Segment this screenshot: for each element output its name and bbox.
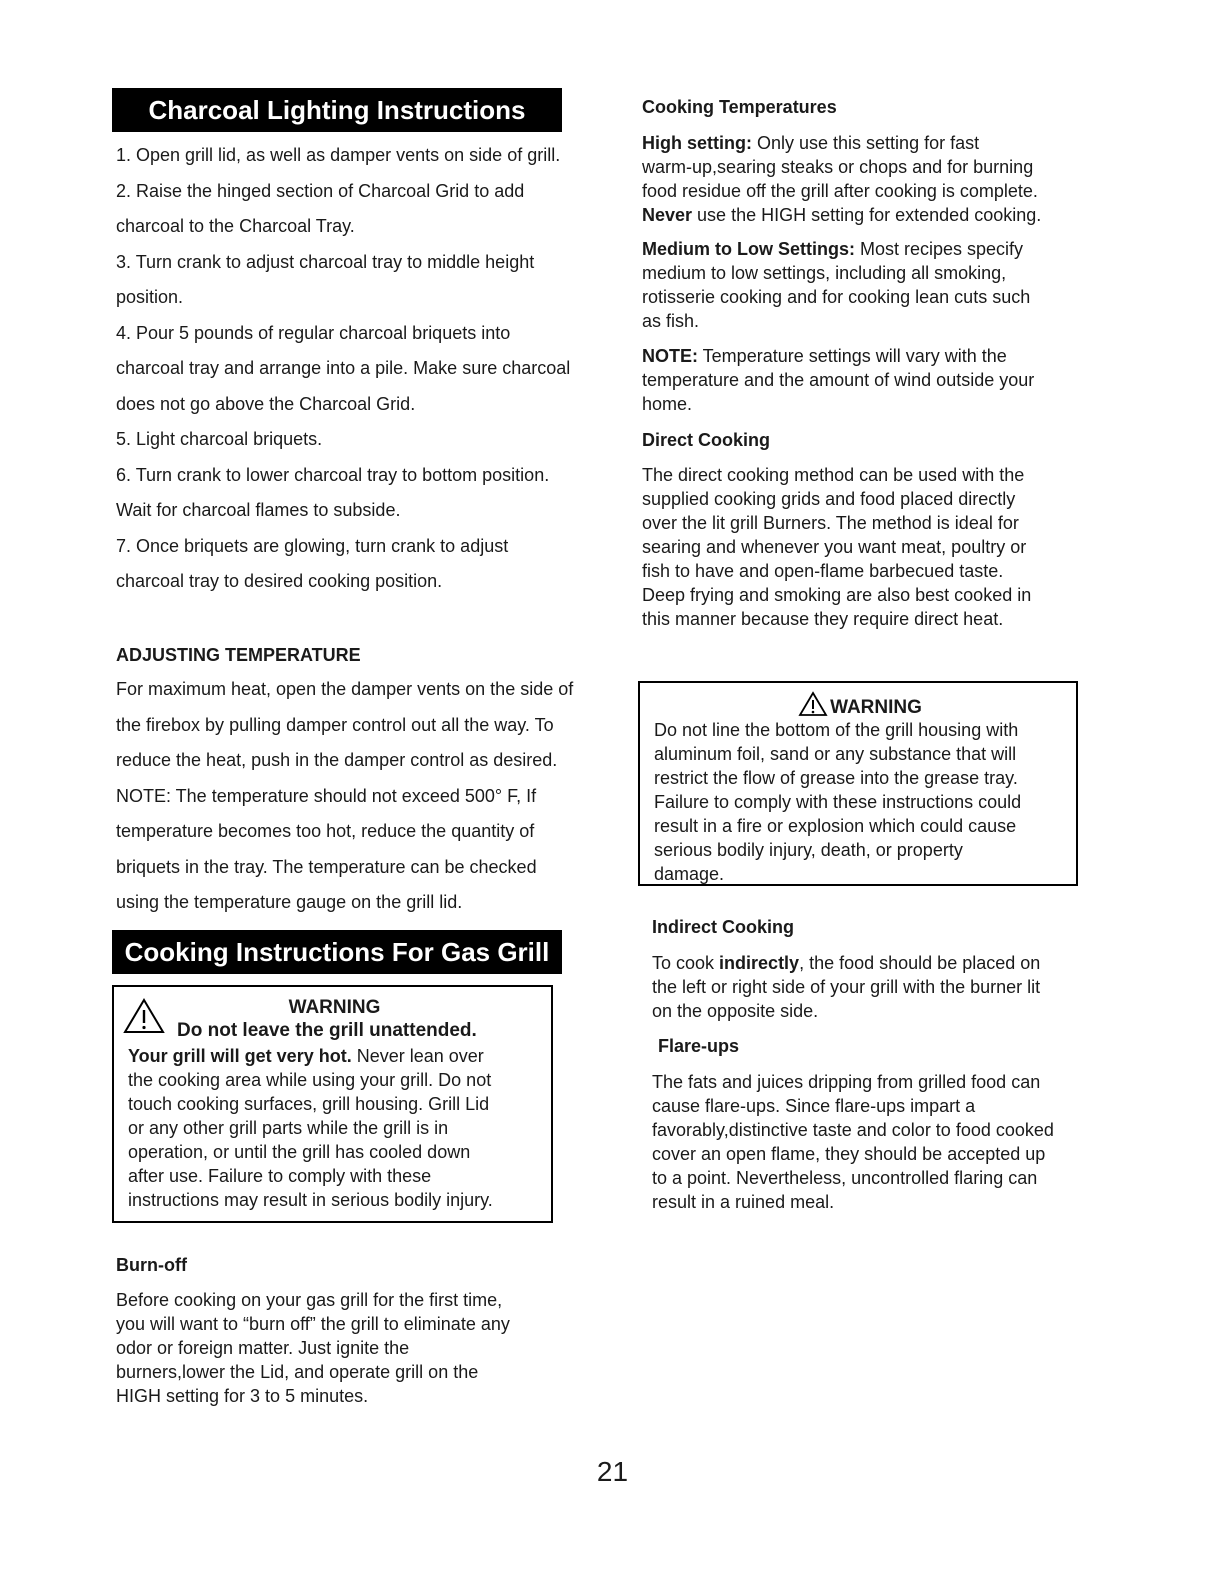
paragraph-line: favorably,distinctive taste and color to food cooked	[652, 1120, 1054, 1140]
paragraph-line: aluminum foil, sand or any substance that will	[654, 744, 1017, 764]
paragraph-line: HIGH setting for 3 to 5 minutes.	[116, 1386, 369, 1406]
direct-cooking-text	[642, 463, 1102, 631]
indirect-cooking-heading: Indirect Cooking	[652, 917, 795, 937]
paragraph-line: Failure to comply with these instructions could	[654, 792, 1022, 812]
paragraph-line: on the opposite side.	[652, 1001, 819, 1021]
paragraph-line: restrict the flow of grease into the grease tray.	[654, 768, 1018, 788]
paragraph-line: after use. Failure to comply with these	[128, 1166, 432, 1186]
cooking-temperatures-heading: Cooking Temperatures	[642, 97, 837, 117]
paragraph-line: medium to low settings, including all smoking,	[642, 263, 1007, 283]
paragraph-line: The fats and juices dripping from grilled food can	[652, 1072, 1041, 1092]
warning-bold-lead: Your grill will get very hot.	[128, 1046, 352, 1066]
medium-low-first-line	[642, 237, 1102, 261]
paragraph-line: result in a ruined meal.	[652, 1192, 835, 1212]
note-label: NOTE:	[642, 346, 698, 366]
grease-warning-title: WARNING	[830, 697, 922, 718]
paragraph-line: Do not line the bottom of the grill housing with	[654, 720, 1019, 740]
paragraph-line: the cooking area while using your grill. Do not	[128, 1070, 492, 1090]
high-setting-label: High setting:	[642, 133, 752, 153]
paragraph-line: you will want to “burn off” the grill to eliminate any	[116, 1314, 510, 1334]
step-line: 5. Light charcoal briquets.	[116, 429, 323, 449]
never-rest: use the HIGH setting for extended cooking.	[692, 205, 1042, 225]
step-line: charcoal to the Charcoal Tray.	[116, 216, 355, 236]
paragraph-line: searing and whenever you want meat, poultry or	[642, 537, 1027, 557]
direct-cooking-heading: Direct Cooking	[642, 430, 771, 450]
paragraph-line: reduce the heat, push in the damper control as desired.	[116, 750, 558, 770]
burn-off-heading: Burn-off	[116, 1255, 187, 1275]
step-line: 4. Pour 5 pounds of regular charcoal briquets into	[116, 322, 511, 343]
paragraph-line: food residue off the grill after cooking is complete.	[642, 181, 1038, 201]
paragraph-line: serious bodily injury, death, or property	[654, 840, 963, 860]
never-label: Never	[642, 205, 693, 225]
high-setting-first-rest: Only use this setting for fast	[752, 133, 980, 153]
paragraph-line: to a point. Nevertheless, uncontrolled flaring can	[652, 1168, 1038, 1188]
gas-warning-box	[112, 985, 553, 1223]
paragraph-line: touch cooking surfaces, grill housing. Grill Lid	[128, 1094, 490, 1114]
step-line: 7. Once briquets are glowing, turn crank to adjust	[116, 535, 509, 556]
paragraph-line: cover an open flame, they should be accepted up	[652, 1144, 1046, 1164]
paragraph-line: home.	[642, 394, 693, 414]
never-line	[642, 203, 1102, 227]
gas-grill-banner: Cooking Instructions For Gas Grill	[112, 930, 562, 974]
paragraph-line: damage.	[654, 864, 725, 884]
paragraph-line: using the temperature gauge on the grill lid.	[116, 892, 463, 912]
paragraph-line: the firebox by pulling damper control out all the way. To	[116, 714, 554, 735]
adjusting-temperature-text	[116, 672, 631, 921]
grease-warning-title-row	[640, 691, 1080, 719]
paragraph-line: temperature and the amount of wind outside your	[642, 370, 1035, 390]
warning-triangle-icon	[798, 691, 828, 717]
step-line: Wait for charcoal flames to subside.	[116, 500, 401, 520]
warning-first-rest: Never lean over	[351, 1046, 484, 1066]
flare-ups-text	[652, 1070, 1122, 1214]
note-first-rest: Temperature settings will vary with the	[698, 346, 1007, 366]
step-line: 2. Raise the hinged section of Charcoal Grid to add	[116, 180, 525, 201]
charcoal-steps-list	[116, 138, 626, 600]
paragraph-line: supplied cooking grids and food placed directly	[642, 489, 1016, 509]
step-line: charcoal tray and arrange into a pile. Make sure charcoal	[116, 358, 571, 378]
paragraph-line: burners,lower the Lid, and operate grill on the	[116, 1362, 479, 1382]
grease-warning-body	[654, 718, 1074, 886]
warning-body	[128, 1044, 548, 1212]
paragraph-line: fish to have and open-flame barbecued taste.	[642, 561, 1004, 581]
paragraph-line: rotisserie cooking and for cooking lean cuts such	[642, 287, 1031, 307]
indirect-first-line	[652, 951, 1112, 975]
flare-ups-heading: Flare-ups	[658, 1036, 740, 1056]
step-line: 1. Open grill lid, as well as damper vents on side of grill.	[116, 145, 561, 165]
burn-off-text	[116, 1288, 576, 1408]
medium-low-label: Medium to Low Settings:	[642, 239, 855, 259]
note-text	[642, 344, 1102, 416]
paragraph-line: result in a fire or explosion which could cause	[654, 816, 1017, 836]
paragraph-line: over the lit grill Burners. The method is ideal for	[642, 513, 1019, 533]
paragraph-line: cause flare-ups. Since flare-ups impart a	[652, 1096, 976, 1116]
note-first-line	[642, 344, 1102, 368]
indirect-first-pre: To cook	[652, 953, 720, 973]
page-number: 21	[596, 1456, 629, 1487]
paragraph-line: temperature becomes too hot, reduce the quantity of	[116, 821, 535, 841]
paragraph-line: Before cooking on your gas grill for the first time,	[116, 1290, 503, 1310]
warning-first-line	[128, 1044, 548, 1068]
paragraph-line: this manner because they require direct heat.	[642, 609, 1004, 629]
grease-warning-box	[638, 681, 1078, 886]
charcoal-lighting-banner: Charcoal Lighting Instructions	[112, 88, 562, 132]
medium-low-first-rest: Most recipes specify	[855, 239, 1024, 259]
indirect-first-post: , the food should be placed on	[799, 953, 1041, 973]
paragraph-line: or any other grill parts while the grill is in	[128, 1118, 449, 1138]
paragraph-line: warm-up,searing steaks or chops and for burning	[642, 157, 1034, 177]
paragraph-line: For maximum heat, open the damper vents on the side of	[116, 679, 574, 699]
indirect-cooking-text	[652, 951, 1112, 1023]
paragraph-line: the left or right side of your grill with the burner lit	[652, 977, 1041, 997]
high-setting-text	[642, 131, 1102, 227]
paragraph-line: The direct cooking method can be used with the	[642, 465, 1025, 485]
paragraph-line: NOTE: The temperature should not exceed 500° F, If	[116, 785, 537, 806]
paragraph-line: instructions may result in serious bodily injury.	[128, 1190, 493, 1210]
indirect-bold-word: indirectly	[719, 953, 800, 973]
paragraph-line: as fish.	[642, 311, 700, 331]
step-line: does not go above the Charcoal Grid.	[116, 393, 416, 414]
warning-subtitle: Do not leave the grill unattended.	[177, 1020, 477, 1041]
step-line: charcoal tray to desired cooking position.	[116, 571, 443, 591]
step-line: 6. Turn crank to lower charcoal tray to bottom position.	[116, 464, 550, 485]
paragraph-line: odor or foreign matter. Just ignite the	[116, 1338, 410, 1358]
paragraph-line: Deep frying and smoking are also best cooked in	[642, 585, 1032, 605]
step-line: 3. Turn crank to adjust charcoal tray to middle height	[116, 251, 535, 272]
medium-low-text	[642, 237, 1102, 333]
paragraph-line: operation, or until the grill has cooled down	[128, 1142, 471, 1162]
paragraph-line: briquets in the tray. The temperature can be checked	[116, 856, 537, 877]
step-line: position.	[116, 287, 184, 307]
high-setting-first-line	[642, 131, 1102, 155]
adjusting-temperature-heading: ADJUSTING TEMPERATURE	[116, 645, 361, 665]
warning-title: WARNING	[288, 997, 381, 1018]
